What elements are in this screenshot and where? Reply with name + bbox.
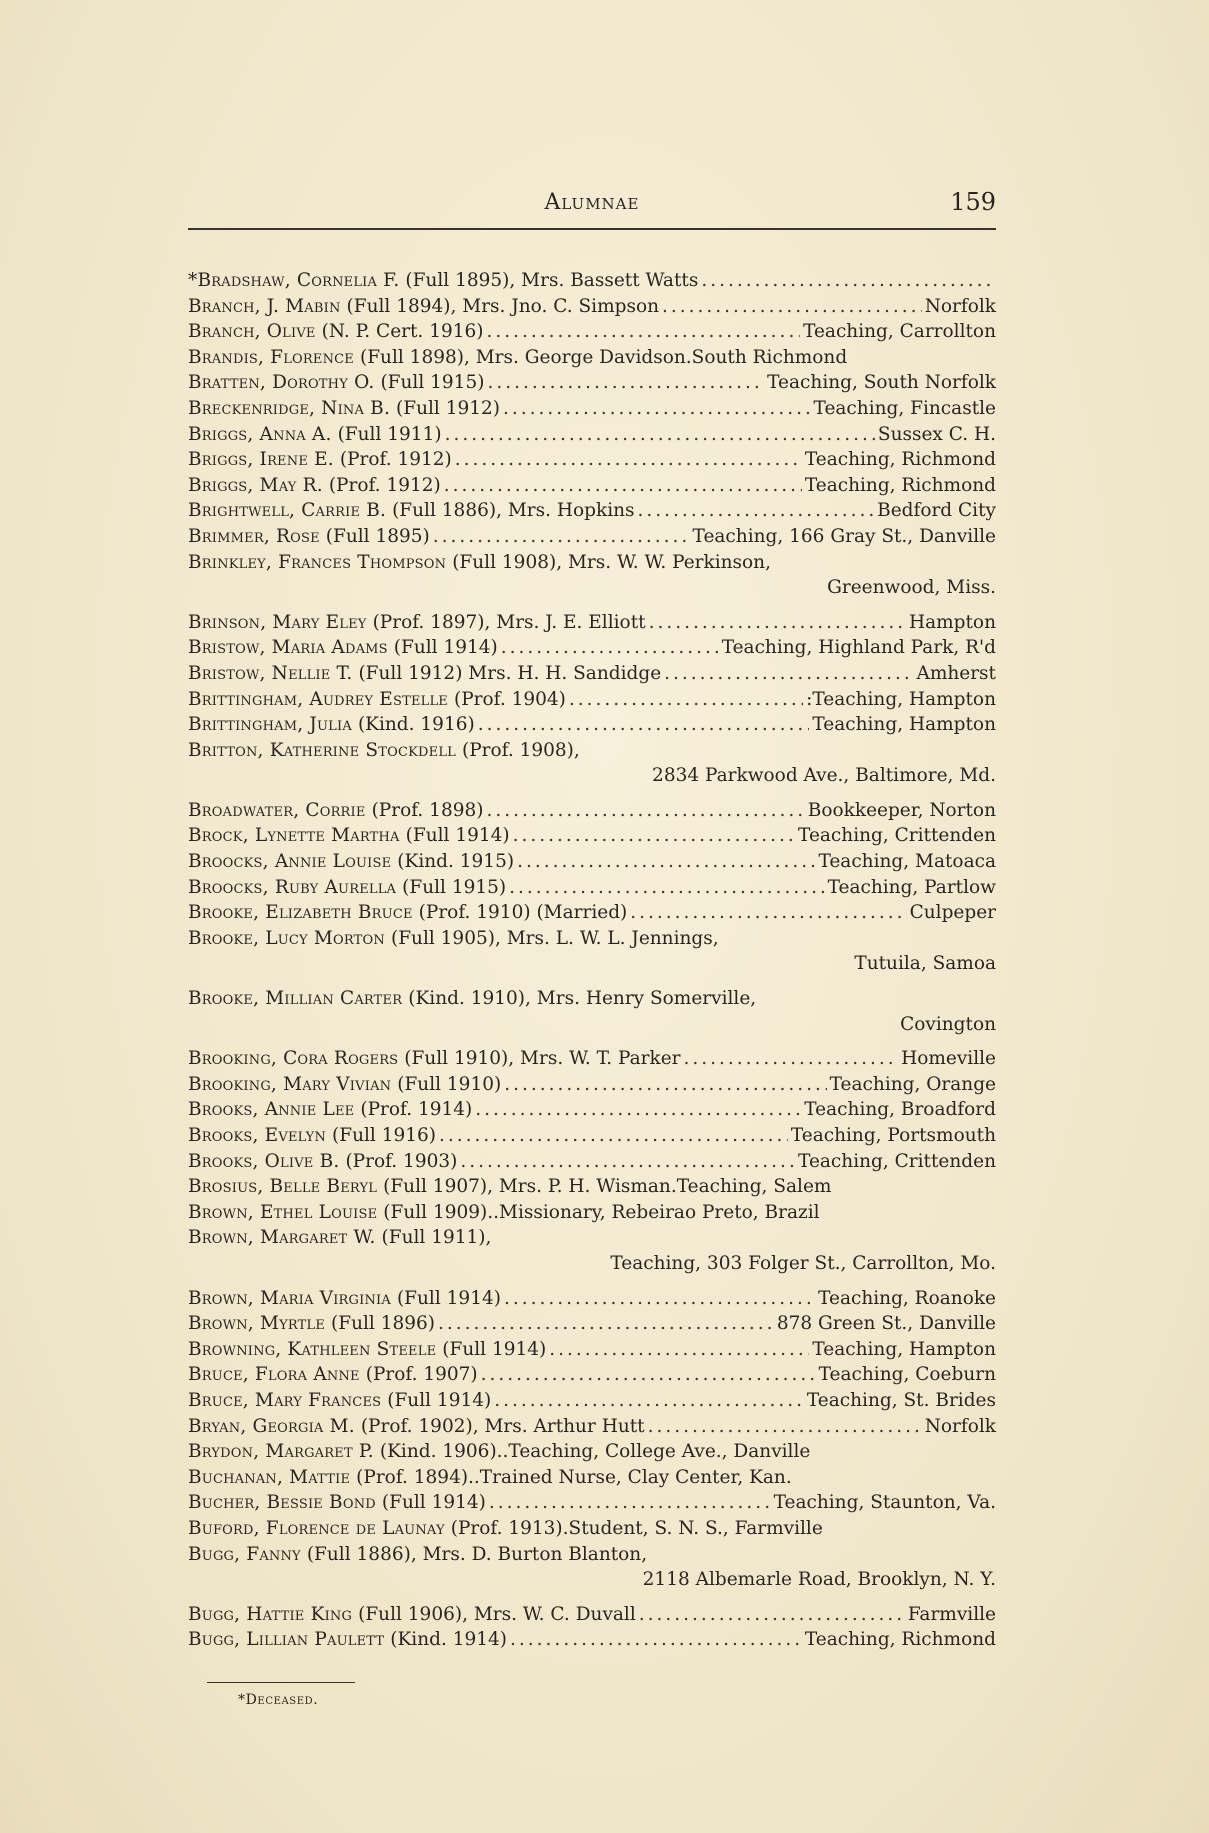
entry-destination: Teaching, St. Brides bbox=[806, 1389, 996, 1411]
entry-line bbox=[188, 524, 996, 550]
entry-destination: Teaching, 166 Gray St., Danville bbox=[692, 525, 996, 547]
entry-detail: (Full 1911), bbox=[381, 1227, 492, 1249]
entry-destination: Bookkeeper, Norton bbox=[807, 799, 996, 821]
entry-continuation: Covington bbox=[900, 1013, 996, 1035]
entry-detail: (Full 1911) bbox=[337, 423, 442, 445]
entry-detail: (Full 1912) Mrs. H. H. Sandidge bbox=[358, 662, 662, 684]
list-item bbox=[188, 1516, 996, 1542]
alumna-name: Brooks, Annie Lee bbox=[188, 1099, 355, 1121]
dot-leader bbox=[433, 524, 690, 550]
list-item bbox=[188, 1123, 996, 1149]
entry-destination: Teaching, Highland Park, R'd bbox=[721, 637, 996, 659]
alumna-name: Brock, Lynette Martha bbox=[188, 825, 400, 847]
alumna-name: Brandis, Florence bbox=[188, 346, 354, 368]
entry-destination: Teaching, Crittenden bbox=[798, 825, 996, 847]
list-item bbox=[188, 849, 996, 875]
entry-detail: (Full 1896) bbox=[331, 1313, 436, 1335]
list-item bbox=[188, 1465, 996, 1491]
list-item bbox=[188, 875, 996, 901]
entry-destination: Teaching, Matoaca bbox=[818, 851, 996, 873]
entry-destination: 878 Green St., Danville bbox=[776, 1313, 996, 1335]
entry-line bbox=[188, 319, 996, 345]
dot-leader bbox=[509, 875, 824, 901]
list-item bbox=[188, 1602, 996, 1628]
entry-detail: (Full 1895) bbox=[325, 525, 430, 547]
entry-detail: (Full 1905), Mrs. L. W. L. Jennings, bbox=[390, 927, 719, 949]
alumna-name: Brydon, Margaret P. bbox=[188, 1441, 374, 1463]
alumna-name: Bugg, Hattie King bbox=[188, 1603, 353, 1625]
alumna-name: Broocks, Ruby Aurella bbox=[188, 876, 397, 898]
entry-destination: :Teaching, Hampton bbox=[806, 688, 996, 710]
alumna-name: Brooke, Lucy Morton bbox=[188, 927, 385, 949]
list-item bbox=[188, 550, 996, 601]
alumna-name: Bruce, Flora Anne bbox=[188, 1364, 360, 1386]
dot-leader bbox=[684, 1046, 899, 1072]
entry-line bbox=[188, 268, 996, 294]
entry-detail: (Full 1895), Mrs. Bassett Watts bbox=[405, 270, 699, 291]
header-rule bbox=[188, 228, 996, 230]
entry-line bbox=[188, 1542, 996, 1568]
entry-line bbox=[188, 875, 996, 901]
dot-leader bbox=[438, 1311, 774, 1337]
entry-detail: (Prof. 1914) bbox=[360, 1099, 473, 1121]
list-item bbox=[188, 1149, 996, 1175]
alumna-name: Brooking, Cora Rogers bbox=[188, 1048, 399, 1070]
list-item bbox=[188, 661, 996, 687]
alumna-name: Broadwater, Corrie bbox=[188, 799, 366, 821]
list-item bbox=[188, 268, 996, 294]
entry-detail: (Prof. 1913).Student, S. N. S., Farmville bbox=[450, 1517, 823, 1539]
list-item bbox=[188, 986, 996, 1037]
entry-detail: (Kind. 1916) bbox=[357, 714, 475, 736]
entry-line bbox=[188, 712, 996, 738]
alumna-name: Bristow, Nellie T. bbox=[188, 662, 353, 684]
list-item bbox=[188, 738, 996, 789]
entry-line bbox=[188, 1097, 996, 1123]
entry-detail: (Full 1915) bbox=[380, 372, 485, 394]
alumna-name: Bryan, Georgia M. bbox=[188, 1415, 355, 1437]
list-item bbox=[188, 1046, 996, 1072]
entry-line bbox=[188, 687, 996, 713]
alumna-name: Broocks, Annie Louise bbox=[188, 851, 392, 873]
entry-detail: (Prof. 1897), Mrs. J. E. Elliott bbox=[372, 611, 646, 633]
alumna-name: Brown, Ethel Louise bbox=[188, 1201, 378, 1223]
entry-line bbox=[188, 1149, 996, 1175]
dot-leader bbox=[478, 712, 810, 738]
entry-line bbox=[188, 798, 996, 824]
entry-destination: Teaching, Orange bbox=[829, 1073, 996, 1095]
entry-line bbox=[188, 1072, 996, 1098]
entry-destination: Teaching, Partlow bbox=[827, 876, 996, 898]
entry-line bbox=[188, 1046, 996, 1072]
entry-detail: (Full 1914) bbox=[442, 1338, 547, 1360]
dot-leader bbox=[510, 1627, 802, 1653]
dot-leader bbox=[664, 661, 913, 687]
list-item bbox=[188, 712, 996, 738]
entry-destination: Bedford City bbox=[877, 500, 996, 522]
alumna-name: Brooking, Mary Vivian bbox=[188, 1073, 392, 1095]
dot-leader bbox=[501, 635, 719, 661]
entry-destination: Teaching, Hampton bbox=[812, 714, 996, 736]
entry-line bbox=[188, 1337, 996, 1363]
list-item bbox=[188, 1490, 996, 1516]
alumna-name: Brown, Margaret W. bbox=[188, 1227, 376, 1249]
page-number: 159 bbox=[950, 188, 996, 216]
dot-leader bbox=[445, 422, 875, 448]
list-item bbox=[188, 1286, 996, 1312]
entry-detail: (Kind. 1914) bbox=[390, 1629, 508, 1651]
entry-detail: (Prof. 1904) bbox=[454, 688, 566, 710]
entry-detail: (Prof. 1902), Mrs. Arthur Hutt bbox=[360, 1415, 645, 1437]
entry-line bbox=[188, 1225, 996, 1251]
list-item bbox=[188, 1097, 996, 1123]
dot-leader bbox=[455, 447, 802, 473]
list-item bbox=[188, 1439, 996, 1465]
list-item bbox=[188, 900, 996, 926]
entry-line bbox=[188, 550, 996, 576]
alumna-name: Branch, Olive bbox=[188, 321, 316, 343]
dot-leader bbox=[513, 823, 795, 849]
entry-line bbox=[188, 661, 996, 687]
entry-detail: (Full 1915) bbox=[402, 876, 507, 898]
entry-line bbox=[188, 926, 996, 952]
entry-destination: Teaching, Richmond bbox=[804, 474, 996, 496]
entry-continuation: Tutuila, Samoa bbox=[854, 953, 996, 975]
alumna-name: Briggs, May R. bbox=[188, 474, 323, 496]
entry-detail: (Full 1916) bbox=[332, 1125, 437, 1146]
dot-leader bbox=[638, 498, 875, 524]
entry-detail: (Prof. 1907) bbox=[365, 1364, 478, 1386]
entry-destination: Teaching, Roanoke bbox=[818, 1287, 996, 1309]
entry-destination: Amherst bbox=[916, 662, 996, 684]
entry-line bbox=[188, 1362, 996, 1388]
list-item bbox=[188, 422, 996, 448]
list-item bbox=[188, 823, 996, 849]
entry-line bbox=[188, 396, 996, 422]
entry-line bbox=[188, 1490, 996, 1516]
alumna-name: Brittingham, Audrey Estelle bbox=[188, 688, 448, 710]
entry-detail: (Full 1910), Mrs. W. T. Parker bbox=[404, 1048, 681, 1070]
list-item bbox=[188, 1388, 996, 1414]
entry-line bbox=[188, 1414, 996, 1440]
dot-leader bbox=[649, 610, 906, 636]
entry-detail: (Prof. 1912) bbox=[339, 449, 452, 471]
alumna-name: Breckenridge, Nina B. bbox=[188, 397, 391, 419]
entry-detail: (Kind. 1915) bbox=[397, 851, 515, 873]
alumna-name: Brooke, Millian Carter bbox=[188, 988, 403, 1010]
entry-line bbox=[188, 610, 996, 636]
entry-line bbox=[188, 1174, 996, 1200]
entry-detail: (Prof. 1903) bbox=[345, 1150, 458, 1172]
entry-line bbox=[188, 1200, 996, 1226]
alumna-name: Bristow, Maria Adams bbox=[188, 637, 388, 659]
entry-line bbox=[188, 498, 996, 524]
entry-detail: (Kind. 1906)..Teaching, College Ave., Danville bbox=[379, 1441, 811, 1463]
entry-destination: Teaching, Richmond bbox=[804, 449, 996, 471]
dot-leader bbox=[504, 1286, 815, 1312]
entry-line bbox=[188, 473, 996, 499]
entry-line bbox=[188, 294, 996, 320]
dot-leader bbox=[504, 1072, 826, 1098]
entry-continuation: Greenwood, Miss. bbox=[827, 577, 996, 599]
entry-line bbox=[188, 1465, 996, 1491]
entry-detail: (Prof. 1912) bbox=[328, 474, 441, 496]
alumna-name: Brightwell, Carrie B. bbox=[188, 500, 387, 522]
entry-destination: Teaching, Staunton, Va. bbox=[773, 1492, 996, 1514]
entry-detail: (Full 1907), Mrs. P. H. Wisman.Teaching, Salem bbox=[383, 1176, 832, 1198]
list-item bbox=[188, 1225, 996, 1276]
alumna-name: Brooks, Evelyn bbox=[188, 1125, 327, 1146]
list-item bbox=[188, 798, 996, 824]
alumna-name: Browning, Kathleen Steele bbox=[188, 1338, 437, 1360]
list-item bbox=[188, 498, 996, 524]
entry-detail: (Full 1914) bbox=[387, 1389, 492, 1411]
entry-line bbox=[188, 447, 996, 473]
dot-leader bbox=[494, 1388, 804, 1414]
entry-line bbox=[188, 370, 996, 396]
entry-detail: (Full 1908), Mrs. W. W. Perkinson, bbox=[452, 551, 771, 573]
entry-destination: Homeville bbox=[901, 1048, 996, 1070]
alumna-name: Brinkley, Frances Thompson bbox=[188, 551, 447, 573]
running-header bbox=[188, 186, 996, 226]
dot-leader bbox=[630, 900, 906, 926]
entry-continuation: Teaching, 303 Folger St., Carrollton, Mo. bbox=[610, 1252, 996, 1274]
entry-destination: Teaching, Hampton bbox=[812, 1338, 996, 1360]
entry-line bbox=[188, 1123, 996, 1149]
alumna-name: Bucher, Bessie Bond bbox=[188, 1492, 376, 1514]
entry-line bbox=[188, 900, 996, 926]
entry-detail: (Prof. 1894)..Trained Nurse, Clay Center, Kan. bbox=[356, 1466, 792, 1488]
dot-leader bbox=[486, 798, 804, 824]
entry-destination: Culpeper bbox=[909, 902, 996, 924]
alumna-name: Brinson, Mary Eley bbox=[188, 611, 367, 633]
entry-detail: (Full 1909)..Missionary, Rebeirao Preto, Brazil bbox=[383, 1201, 820, 1223]
entry-detail: (Full 1914) bbox=[393, 637, 498, 659]
alumna-name: Buford, Florence de Launay bbox=[188, 1517, 445, 1539]
entry-detail: (Prof. 1908), bbox=[462, 739, 580, 761]
entry-destination: Teaching, Portsmouth bbox=[790, 1125, 996, 1146]
list-item bbox=[188, 1414, 996, 1440]
entry-detail: (Prof. 1910) (Married) bbox=[418, 902, 628, 924]
alumnae-list bbox=[188, 268, 996, 1653]
dot-leader bbox=[439, 1123, 788, 1149]
alumna-name: *Bradshaw, Cornelia F. bbox=[188, 270, 400, 291]
entry-destination: Teaching, Crittenden bbox=[798, 1150, 996, 1172]
alumna-name: Brittingham, Julia bbox=[188, 714, 352, 736]
dot-leader bbox=[662, 294, 922, 320]
entry-destination: Teaching, Broadford bbox=[804, 1099, 996, 1121]
entry-line bbox=[188, 345, 996, 371]
dot-leader bbox=[517, 849, 815, 875]
list-item bbox=[188, 370, 996, 396]
list-item bbox=[188, 1200, 996, 1226]
entry-detail: (N. P. Cert. 1916) bbox=[321, 321, 484, 343]
alumna-name: Brooks, Olive B. bbox=[188, 1150, 340, 1172]
alumna-name: Briggs, Anna A. bbox=[188, 423, 332, 445]
dot-leader bbox=[639, 1602, 905, 1628]
entry-line bbox=[188, 635, 996, 661]
list-item bbox=[188, 319, 996, 345]
dot-leader bbox=[569, 687, 803, 713]
list-item bbox=[188, 396, 996, 422]
entry-line bbox=[188, 1311, 996, 1337]
entry-line bbox=[188, 422, 996, 448]
dot-leader bbox=[487, 319, 801, 345]
entry-detail: (Full 1894), Mrs. Jno. C. Simpson bbox=[346, 295, 659, 317]
header-title: Alumnae bbox=[544, 190, 640, 215]
dot-leader bbox=[487, 370, 764, 396]
entry-detail: (Full 1886), Mrs. D. Burton Blanton, bbox=[306, 1543, 648, 1565]
dot-leader bbox=[503, 396, 811, 422]
alumna-name: Brosius, Belle Beryl bbox=[188, 1176, 378, 1198]
entry-destination: Sussex C. H. bbox=[877, 423, 996, 445]
alumna-name: Bugg, Lillian Paulett bbox=[188, 1629, 385, 1651]
dot-leader bbox=[648, 1414, 922, 1440]
entry-destination: Norfolk bbox=[924, 1415, 996, 1437]
entry-detail: (Full 1914) bbox=[396, 1287, 501, 1309]
alumna-name: Bugg, Fanny bbox=[188, 1543, 301, 1565]
entry-detail: (Kind. 1910), Mrs. Henry Somerville, bbox=[408, 988, 757, 1010]
entry-line bbox=[188, 1439, 996, 1465]
entry-detail: (Full 1906), Mrs. W. C. Duvall bbox=[358, 1603, 636, 1625]
entry-detail: (Full 1910) bbox=[397, 1073, 502, 1095]
entry-line bbox=[188, 1388, 996, 1414]
entry-destination: Teaching, Carrollton bbox=[803, 321, 996, 343]
list-item bbox=[188, 610, 996, 636]
dot-leader bbox=[444, 473, 802, 499]
alumna-name: Buchanan, Mattie bbox=[188, 1466, 351, 1488]
alumna-name: Bratten, Dorothy O. bbox=[188, 372, 375, 394]
list-item bbox=[188, 687, 996, 713]
list-item bbox=[188, 926, 996, 977]
entry-destination: Norfolk bbox=[924, 295, 996, 317]
entry-destination: Teaching, South Norfolk bbox=[767, 372, 996, 394]
entry-destination: Teaching, Richmond bbox=[804, 1629, 996, 1651]
list-item bbox=[188, 1174, 996, 1200]
list-item bbox=[188, 1362, 996, 1388]
footnote: *Deceased. bbox=[238, 1692, 319, 1708]
entry-detail: (Full 1914) bbox=[381, 1492, 486, 1514]
alumna-name: Bruce, Mary Frances bbox=[188, 1389, 382, 1411]
entry-continuation: 2834 Parkwood Ave., Baltimore, Md. bbox=[652, 765, 996, 787]
entry-line bbox=[188, 986, 996, 1012]
entry-detail: (Full 1914) bbox=[405, 825, 510, 847]
alumna-name: Brown, Maria Virginia bbox=[188, 1287, 391, 1309]
entry-destination: Hampton bbox=[908, 611, 996, 633]
alumna-name: Brimmer, Rose bbox=[188, 525, 320, 547]
entry-line bbox=[188, 1286, 996, 1312]
entry-destination: Farmville bbox=[907, 1603, 996, 1625]
entry-detail: (Full 1898), Mrs. George Davidson.South Richmond bbox=[360, 346, 848, 368]
entry-continuation: 2118 Albemarle Road, Brooklyn, N. Y. bbox=[642, 1569, 996, 1591]
list-item bbox=[188, 635, 996, 661]
list-item bbox=[188, 1337, 996, 1363]
list-item bbox=[188, 447, 996, 473]
entry-line bbox=[188, 1602, 996, 1628]
dot-leader bbox=[460, 1149, 795, 1175]
list-item bbox=[188, 1311, 996, 1337]
entry-detail: (Full 1886), Mrs. Hopkins bbox=[392, 500, 635, 522]
dot-leader bbox=[701, 268, 993, 294]
entry-line bbox=[188, 849, 996, 875]
dot-leader bbox=[549, 1337, 809, 1363]
alumna-name: Brooke, Elizabeth Bruce bbox=[188, 902, 413, 924]
entry-line bbox=[188, 1516, 996, 1542]
alumna-name: Brown, Myrtle bbox=[188, 1313, 326, 1335]
alumna-name: Branch, J. Mabin bbox=[188, 295, 341, 317]
footnote-rule bbox=[207, 1682, 355, 1683]
list-item bbox=[188, 524, 996, 550]
entry-line bbox=[188, 1627, 996, 1653]
entry-detail: (Prof. 1898) bbox=[371, 799, 484, 821]
list-item bbox=[188, 1542, 996, 1593]
alumna-name: Briggs, Irene E. bbox=[188, 449, 334, 471]
list-item bbox=[188, 294, 996, 320]
alumna-name: Britton, Katherine Stockdell bbox=[188, 739, 456, 761]
entry-destination: Teaching, Coeburn bbox=[818, 1364, 996, 1386]
list-item bbox=[188, 1072, 996, 1098]
entry-line bbox=[188, 823, 996, 849]
dot-leader bbox=[481, 1362, 816, 1388]
list-item bbox=[188, 345, 996, 371]
list-item bbox=[188, 473, 996, 499]
dot-leader bbox=[489, 1490, 771, 1516]
entry-line bbox=[188, 738, 996, 764]
entry-destination: Teaching, Fincastle bbox=[813, 397, 996, 419]
list-item bbox=[188, 1627, 996, 1653]
dot-leader bbox=[475, 1097, 801, 1123]
entry-detail: (Full 1912) bbox=[396, 397, 501, 419]
